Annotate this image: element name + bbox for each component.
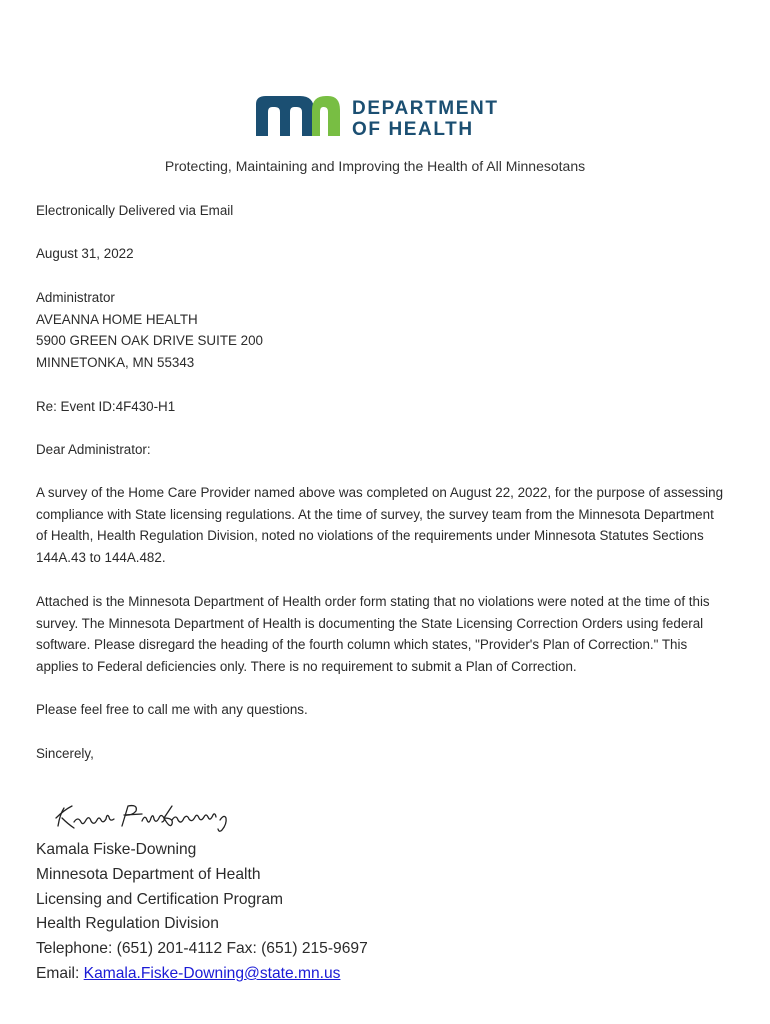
recipient-title: Administrator: [36, 290, 115, 305]
signer-name: Kamala Fiske-Downing: [36, 841, 197, 858]
salutation: Dear Administrator:: [36, 442, 151, 457]
body-paragraph-1: A survey of the Home Care Provider named above was completed on August 22, 2022, for the purpose of assessing compliance with State licensing regulations. At the time of survey, the survey team from the Minnesota Department of Health, Health Regulation Division, noted no violations of the requirements under Minnesota Statutes Sections 144A.43 to 144A.482.: [36, 485, 724, 565]
delivery-note: Electronically Delivered via Email: [36, 203, 234, 218]
logo-text-top: DEPARTMENT: [352, 98, 499, 119]
signer-program: Licensing and Certification Program: [36, 890, 284, 908]
email-label: Email:: [36, 964, 84, 982]
signer-department: Minnesota Department of Health: [36, 865, 261, 883]
email-link[interactable]: Kamala.Fiske-Downing@state.mn.us: [83, 964, 341, 982]
body-paragraph-3: Please feel free to call me with any questions.: [36, 702, 308, 717]
signer-phone: Telephone: (651) 201-4112 Fax: (651) 215-9697: [36, 940, 368, 958]
handwritten-signature: [52, 796, 232, 836]
logo-text-bottom: OF HEALTH: [352, 119, 474, 140]
mdh-logo: [256, 94, 506, 140]
re-line: Re: Event ID:4F430-H1: [36, 399, 176, 414]
closing: Sincerely,: [36, 746, 94, 761]
recipient-city: MINNETONKA, MN 55343: [36, 355, 195, 370]
signer-division: Health Regulation Division: [36, 915, 219, 933]
recipient-org: AVEANNA HOME HEALTH: [36, 312, 198, 327]
signer-email-row: [36, 962, 368, 987]
body-paragraph-2: Attached is the Minnesota Department of Health order form stating that no violations were noted at the time of this survey. The Minnesota Department of Health is documenting the State Licensing Correction Orders using federal software. Please disregard the heading of the fourth column which states, "Provider's Plan of Correction." This applies to Federal deficiencies only. There is no requirement to submit a Plan of Correction.: [36, 594, 710, 674]
tagline: Protecting, Maintaining and Improving the Health of All Minnesotans: [164, 158, 586, 174]
signature-block: [36, 838, 368, 987]
letter-date: August 31, 2022: [36, 246, 134, 261]
recipient-street: 5900 GREEN OAK DRIVE SUITE 200: [36, 333, 263, 348]
